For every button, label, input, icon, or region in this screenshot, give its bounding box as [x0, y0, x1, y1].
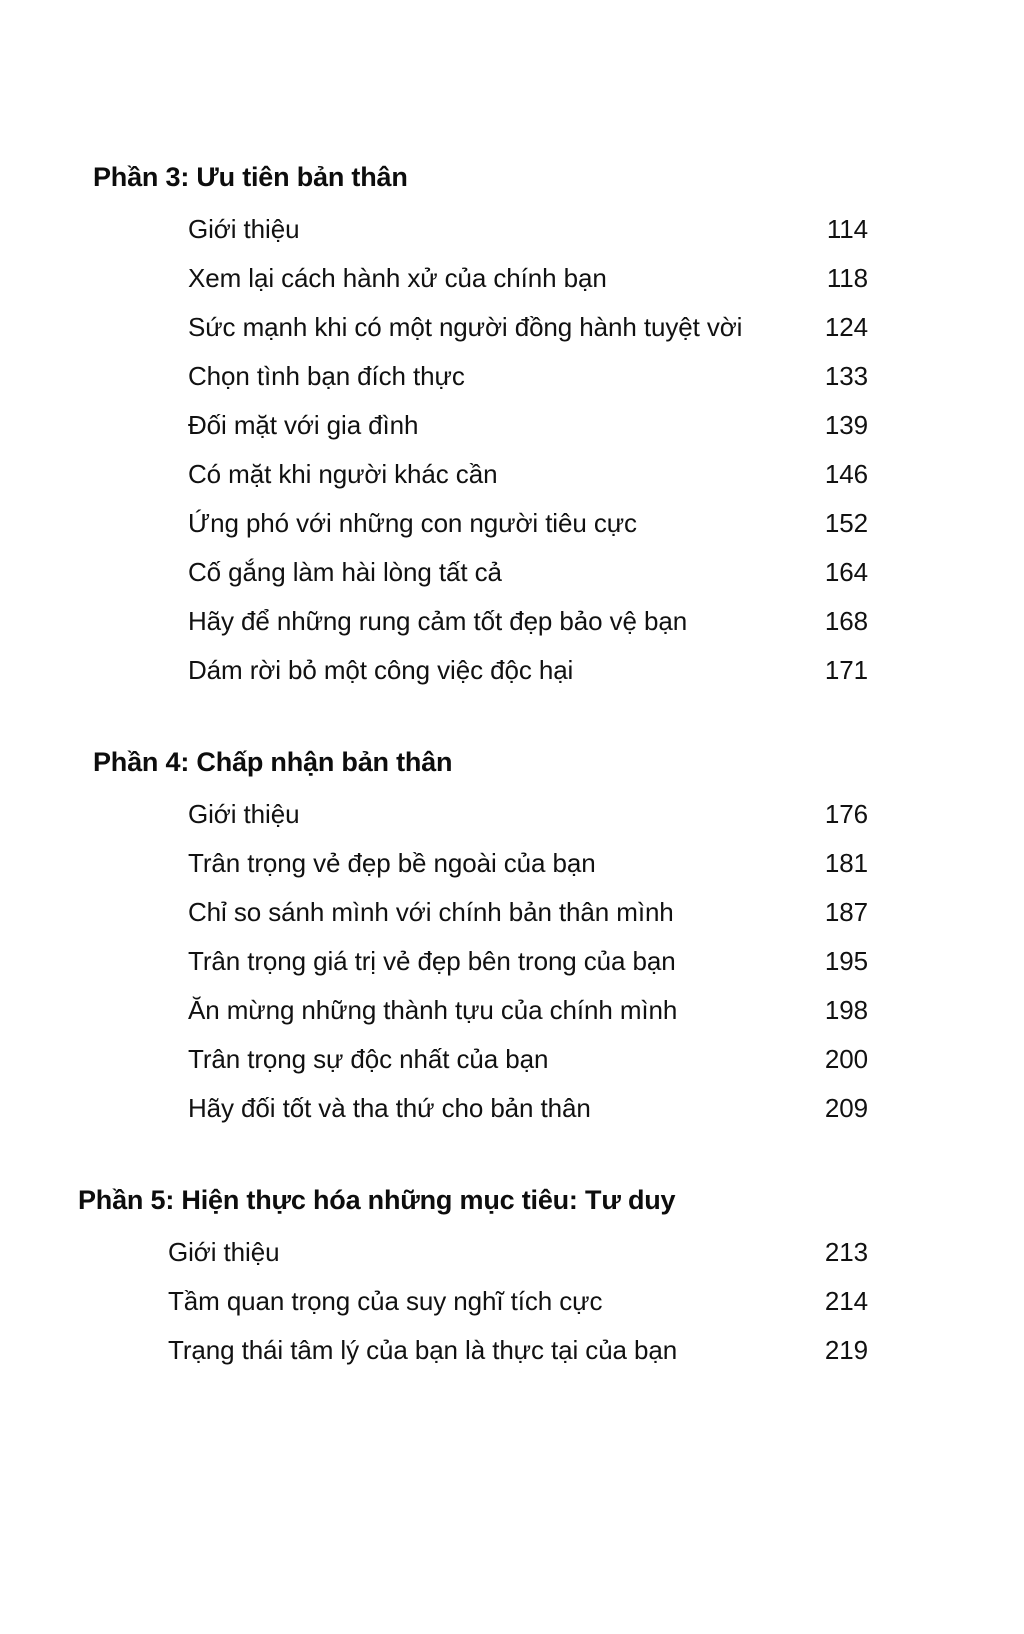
toc-entry-page-number: 133: [824, 360, 868, 391]
toc-entry[interactable]: [188, 450, 868, 499]
toc-entry-page-number: 168: [824, 605, 868, 636]
toc-entry-page-number: 114: [826, 213, 868, 244]
toc-entry-title: Trân trọng sự độc nhất của bạn: [188, 1043, 549, 1074]
toc-entry[interactable]: [168, 1326, 868, 1375]
toc-entry-page-number: 146: [824, 458, 868, 489]
toc-entry[interactable]: [188, 548, 868, 597]
toc-entry-list: [188, 790, 868, 1133]
toc-entry[interactable]: [168, 1277, 868, 1326]
toc-entry-title: Trân trọng giá trị vẻ đẹp bên trong của bạn: [188, 945, 676, 976]
toc-entry[interactable]: [188, 597, 868, 646]
toc-entry-page-number: 200: [824, 1043, 868, 1074]
toc-entry-page-number: 164: [824, 556, 868, 587]
toc-entry[interactable]: [188, 205, 868, 254]
toc-entry[interactable]: [188, 790, 868, 839]
toc-entry[interactable]: [168, 1228, 868, 1277]
toc-entry[interactable]: [188, 254, 868, 303]
toc-section: [0, 747, 1024, 1133]
toc-entry-title: Trạng thái tâm lý của bạn là thực tại của bạn: [168, 1334, 678, 1365]
toc-entry-title: Dám rời bỏ một công việc độc hại: [188, 654, 574, 685]
toc-entry-title: Ứng phó với những con người tiêu cực: [188, 507, 637, 538]
toc-entry-page-number: 198: [824, 994, 868, 1025]
section-heading: Phần 4: Chấp nhận bản thân: [93, 746, 453, 777]
toc-entry[interactable]: [188, 1084, 868, 1133]
toc-entry-title: Đối mặt với gia đình: [188, 409, 419, 440]
toc-entry[interactable]: [188, 303, 868, 352]
toc-entry[interactable]: [188, 499, 868, 548]
toc-entry[interactable]: [188, 888, 868, 937]
toc-entry-page-number: 176: [824, 798, 868, 829]
toc-entry[interactable]: [188, 401, 868, 450]
toc-entry-page-number: 187: [824, 896, 868, 927]
toc-entry-title: Có mặt khi người khác cần: [188, 458, 498, 489]
toc-entry[interactable]: [188, 839, 868, 888]
toc-entry[interactable]: [188, 1035, 868, 1084]
toc-entry-title: Trân trọng vẻ đẹp bề ngoài của bạn: [188, 847, 596, 878]
toc-entry[interactable]: [188, 937, 868, 986]
toc-entry-title: Xem lại cách hành xử của chính bạn: [188, 262, 607, 293]
toc-entry-title: Chỉ so sánh mình với chính bản thân mình: [188, 896, 674, 927]
toc-entry-title: Hãy đối tốt và tha thứ cho bản thân: [188, 1092, 591, 1123]
toc-entry-title: Sức mạnh khi có một người đồng hành tuyệt vời: [188, 311, 743, 342]
toc-entry-title: Giới thiệu: [188, 798, 300, 829]
toc-entry[interactable]: [188, 646, 868, 695]
toc-entry-page-number: 214: [824, 1285, 868, 1316]
toc-entry-page-number: 213: [824, 1236, 868, 1267]
toc-entry-title: Ăn mừng những thành tựu của chính mình: [188, 994, 678, 1025]
toc-entry-page-number: 219: [824, 1334, 868, 1365]
toc-entry[interactable]: [188, 986, 868, 1035]
toc-section: [0, 162, 1024, 695]
toc-entry-page-number: 139: [824, 409, 868, 440]
toc-entry-page-number: 118: [826, 262, 868, 293]
toc-entry-page-number: 195: [824, 945, 868, 976]
toc-entry-title: Cố gắng làm hài lòng tất cả: [188, 556, 502, 587]
section-heading: Phần 5: Hiện thực hóa những mục tiêu: Tư duy: [78, 1184, 676, 1215]
toc-entry-page-number: 171: [824, 654, 868, 685]
toc-entry-page-number: 209: [824, 1092, 868, 1123]
toc-entry-title: Giới thiệu: [188, 213, 300, 244]
toc-entry-title: Chọn tình bạn đích thực: [188, 360, 465, 391]
toc-entry-page-number: 181: [824, 847, 868, 878]
toc-section: [0, 1185, 1024, 1375]
toc-entry-title: Tầm quan trọng của suy nghĩ tích cực: [168, 1285, 603, 1316]
toc-entry[interactable]: [188, 352, 868, 401]
toc-entry-list: [188, 205, 868, 695]
toc-entry-page-number: 152: [824, 507, 868, 538]
toc-entry-list: [168, 1228, 868, 1375]
toc-entry-title: Giới thiệu: [168, 1236, 280, 1267]
toc-entry-page-number: 124: [824, 311, 868, 342]
toc-entry-title: Hãy để những rung cảm tốt đẹp bảo vệ bạn: [188, 605, 688, 636]
table-of-contents: [0, 162, 1024, 1375]
section-heading: Phần 3: Ưu tiên bản thân: [93, 162, 408, 192]
